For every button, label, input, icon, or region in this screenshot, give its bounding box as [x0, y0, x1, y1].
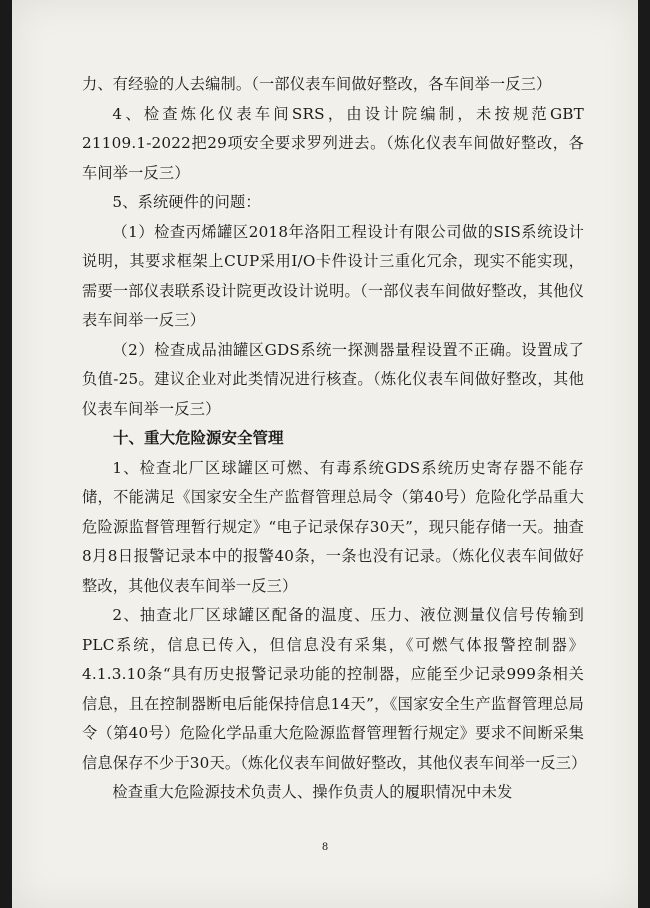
page-number: 8: [321, 842, 329, 853]
paragraph-subitem-2-gds: （2）检查成品油罐区GDS系统一探测器量程设置不正确。设置成了负值-25。建议企业对此类情况进行核查。（炼化仪表车间做好整改，其他仪表车间举一反三）: [82, 340, 584, 418]
paragraph-item-5-hardware: 5、系统硬件的问题：: [112, 193, 261, 211]
document-body: [82, 70, 587, 808]
paragraph-subitem-1-sis: （1）检查丙烯罐区2018年洛阳工程设计有限公司做的SIS系统设计说明，其要求框架上CUP采用I/O卡件设计三重化冗余，现实不能实现，需要一部仪表联系设计院更改设计说明。（一部仪表车间做好整改，其他仪表车间举一反三）: [82, 222, 584, 329]
section-heading-major-hazard: 十、重大危险源安全管理: [113, 429, 284, 447]
document-page: [12, 0, 638, 908]
paragraph-continuation: 力、有经验的人去编制。（一部仪表车间做好整改，各车间举一反三）: [82, 75, 552, 93]
paragraph-hazard-item-1: 1、检查北厂区球罐区可燃、有毒系统GDS系统历史寄存器不能存储，不能满足《国家安全生产监督管理总局令（第40号）危险化学品重大危险源监督管理暂行规定》“电子记录保存30天”，现只能存储一天。抽查8月8日报警记录本中的报警40条，一条也没有记录。（炼化仪表车间做好整改，其他仪表车间举一反三）: [82, 458, 584, 595]
paragraph-item-4-srs: 4、检查炼化仪表车间SRS，由设计院编制，未按规范GBT 21109.1-2022把29项安全要求罗列进去。（炼化仪表车间做好整改，各车间举一反三）: [82, 104, 584, 182]
paragraph-hazard-item-2: 2、抽查北厂区球罐区配备的温度、压力、液位测量仪信号传输到PLC系统，信息已传入，但信息没有采集，《可燃气体报警控制器》4.1.3.10条“具有历史报警记录功能的控制器，应能至少记录999条相关信息，且在控制器断电后能保持信息14天”，《国家安全生产监督管理总局令（第40号）危险化学品重大危险源监督管理暂行规定》要求不间断采集信息保存不少于30天。（炼化仪表车间做好整改，其他仪表车间举一反三）: [82, 606, 587, 772]
paragraph-hazard-item-3: 检查重大危险源技术负责人、操作负责人的履职情况中未发: [112, 783, 513, 801]
